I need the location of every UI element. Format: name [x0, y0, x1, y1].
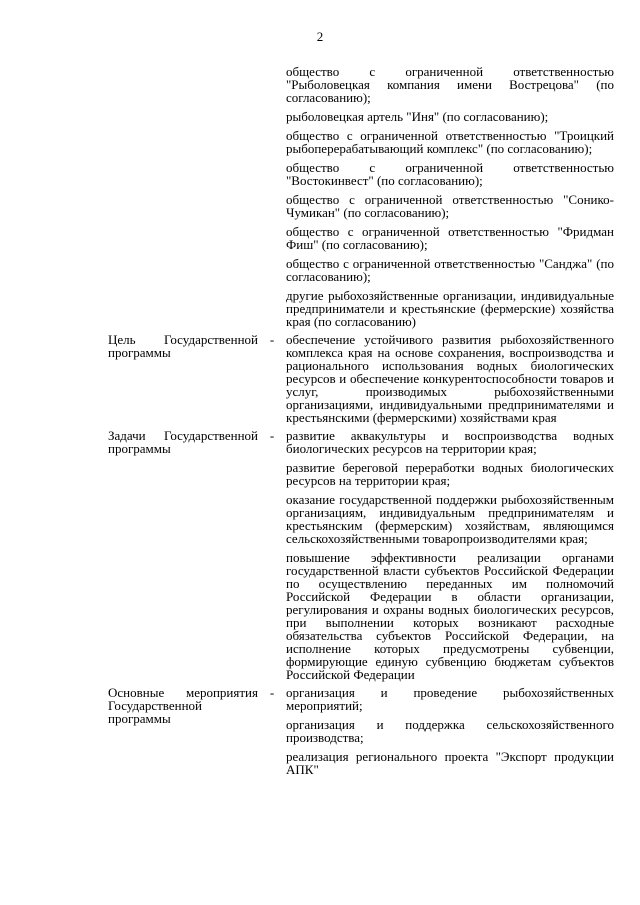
list-item: общество с ограниченной ответственностью "Сонико-Чумикан" (по согласованию);	[286, 192, 614, 220]
list-item: организация и проведение рыбохозяйственных мероприятий;	[286, 685, 614, 713]
list-item: обеспечение устойчивого развития рыбохозяйственного комплекса края на основе сохранения, воспроизводства и рационального использования водных биологических ресурсов и обеспечение конкурентоспособности товаров и услуг, производимых рыбохозяйственными организациями, индивидуальными предпринимателями и крестьянскими (фермерскими) хозяйствами края	[286, 332, 614, 425]
participants-row	[108, 65, 614, 328]
participants-list	[286, 65, 614, 328]
list-item: рыболовецкая артель "Иня" (по согласованию);	[286, 109, 549, 124]
program-tasks-list	[286, 429, 614, 681]
program-tasks-label: Задачи Государственной программы	[108, 428, 258, 456]
list-item: оказание государственной поддержки рыбохозяйственным организациям, индивидуальным предпринимателям и крестьянским (фермерским) хозяйствам, являющимся сельскохозяйственными товаропроизводителями края;	[286, 492, 614, 546]
list-item: общество с ограниченной ответственностью "Востокинвест" (по согласованию);	[286, 160, 614, 188]
program-goal-list	[286, 333, 614, 424]
list-item: общество с ограниченной ответственностью "Троицкий рыбоперерабатывающий комплекс" (по согласованию);	[286, 128, 614, 156]
list-item: общество с ограниченной ответственностью "Фридман Фиш" (по согласованию);	[286, 224, 614, 252]
program-passport-table	[108, 65, 614, 776]
list-item: общество с ограниченной ответственностью "Санджа" (по согласованию);	[286, 256, 614, 284]
list-item: общество с ограниченной ответственностью "Рыболовецкая компания имени Вострецова" (по согласованию);	[286, 64, 614, 105]
row-dash: -	[269, 428, 275, 443]
program-activities-row	[108, 686, 614, 776]
list-item: реализация регионального проекта "Экспорт продукции АПК"	[286, 749, 614, 777]
program-tasks-row	[108, 429, 614, 681]
list-item: развитие береговой переработки водных биологических ресурсов на территории края;	[286, 460, 614, 488]
row-dash: -	[269, 332, 275, 347]
program-goal-label: Цель Государственной программы	[108, 332, 258, 360]
program-goal-row	[108, 333, 614, 424]
page-number: 2	[316, 29, 324, 44]
row-dash: -	[269, 685, 275, 700]
program-activities-label: Основные мероприятия Государственной программы	[108, 685, 258, 726]
list-item: повышение эффективности реализации органами государственной власти субъектов Российской Федерации по осуществлению переданных им полномочий Российской Федерации в области организации, регулирования и охраны водных биологических ресурсов, при выполнении которых возникают расходные обязательства субъектов Российской Федерации, на исполнение которых предусмотрены субвенции, формирующие единую субвенцию бюджетам субъектов Российской Федерации	[286, 550, 614, 682]
list-item: организация и поддержка сельскохозяйственного производства;	[286, 717, 614, 745]
list-item: другие рыбохозяйственные организации, индивидуальные предприниматели и крестьянские (фермерские) хозяйства края (по согласованию)	[286, 288, 614, 329]
list-item: развитие аквакультуры и воспроизводства водных биологических ресурсов на территории края;	[286, 428, 614, 456]
program-activities-list	[286, 686, 614, 776]
